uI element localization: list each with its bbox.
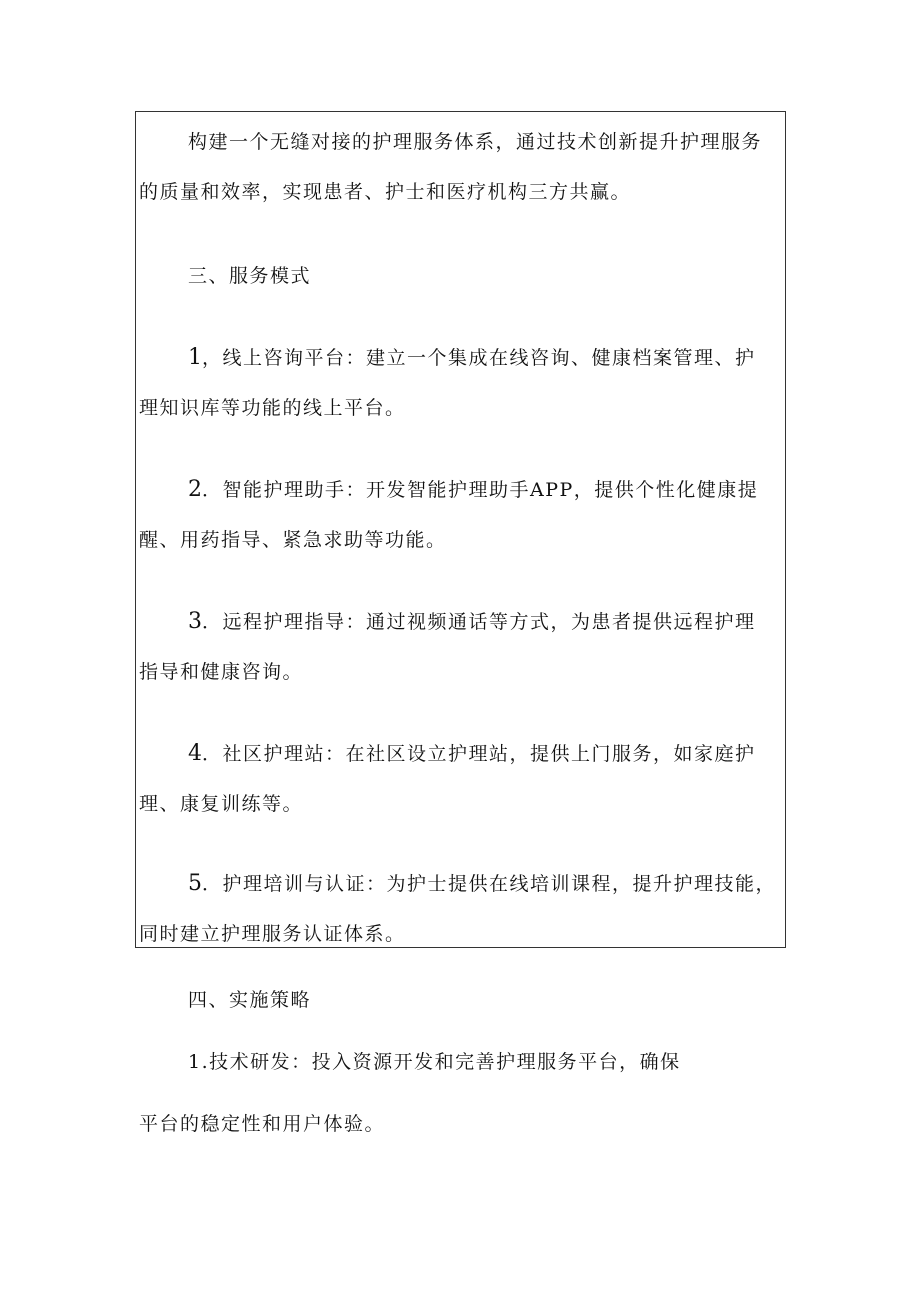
intro-paragraph-line-2: 的质量和效率，实现患者、护士和医疗机构三方共赢。 — [139, 181, 632, 203]
list-item-3-line-2: 指导和健康咨询。 — [139, 661, 304, 683]
list-item-2-number: 2 — [188, 477, 202, 502]
list-item-4-text: ．社区护理站：在社区设立护理站，提供上门服务，如家庭护 — [202, 743, 756, 765]
list-item-4-line-2: 理、康复训练等。 — [139, 793, 304, 815]
section-heading-service-model: 三、服务模式 — [188, 265, 312, 287]
list-item-4-line-1 — [188, 742, 756, 766]
list-item-5-text: ．护理培训与认证：为护士提供在线培训课程，提升护理技能， — [202, 873, 777, 895]
list-item-3-text: ．远程护理指导：通过视频通话等方式，为患者提供远程护理 — [202, 611, 756, 633]
list-item-2-line-2: 醒、用药指导、紧急求助等功能。 — [139, 529, 447, 551]
strategy-item-1-line-2: 平台的稳定性和用户体验。 — [139, 1113, 386, 1135]
intro-paragraph-line-1: 构建一个无缝对接的护理服务体系，通过技术创新提升护理服务 — [188, 131, 763, 153]
list-item-1-line-1 — [188, 346, 756, 370]
list-item-1-text: ，线上咨询平台：建立一个集成在线咨询、健康档案管理、护 — [202, 347, 756, 369]
list-item-1-number: 1 — [188, 345, 202, 370]
list-item-1-line-2: 理知识库等功能的线上平台。 — [139, 397, 406, 419]
list-item-3-line-1 — [188, 610, 756, 634]
list-item-5-number: 5 — [188, 871, 202, 896]
list-item-3-number: 3 — [188, 609, 202, 634]
strategy-item-1-line-1: 1.技术研发：投入资源开发和完善护理服务平台，确保 — [188, 1051, 681, 1073]
list-item-5-line-2: 同时建立护理服务认证体系。 — [139, 923, 406, 945]
list-item-5-line-1 — [188, 872, 776, 896]
section-heading-implementation-strategy: 四、实施策略 — [188, 989, 312, 1011]
list-item-2-text: ．智能护理助手：开发智能护理助手APP，提供个性化健康提 — [202, 479, 759, 501]
list-item-2-line-1 — [188, 478, 758, 502]
list-item-4-number: 4 — [188, 741, 202, 766]
